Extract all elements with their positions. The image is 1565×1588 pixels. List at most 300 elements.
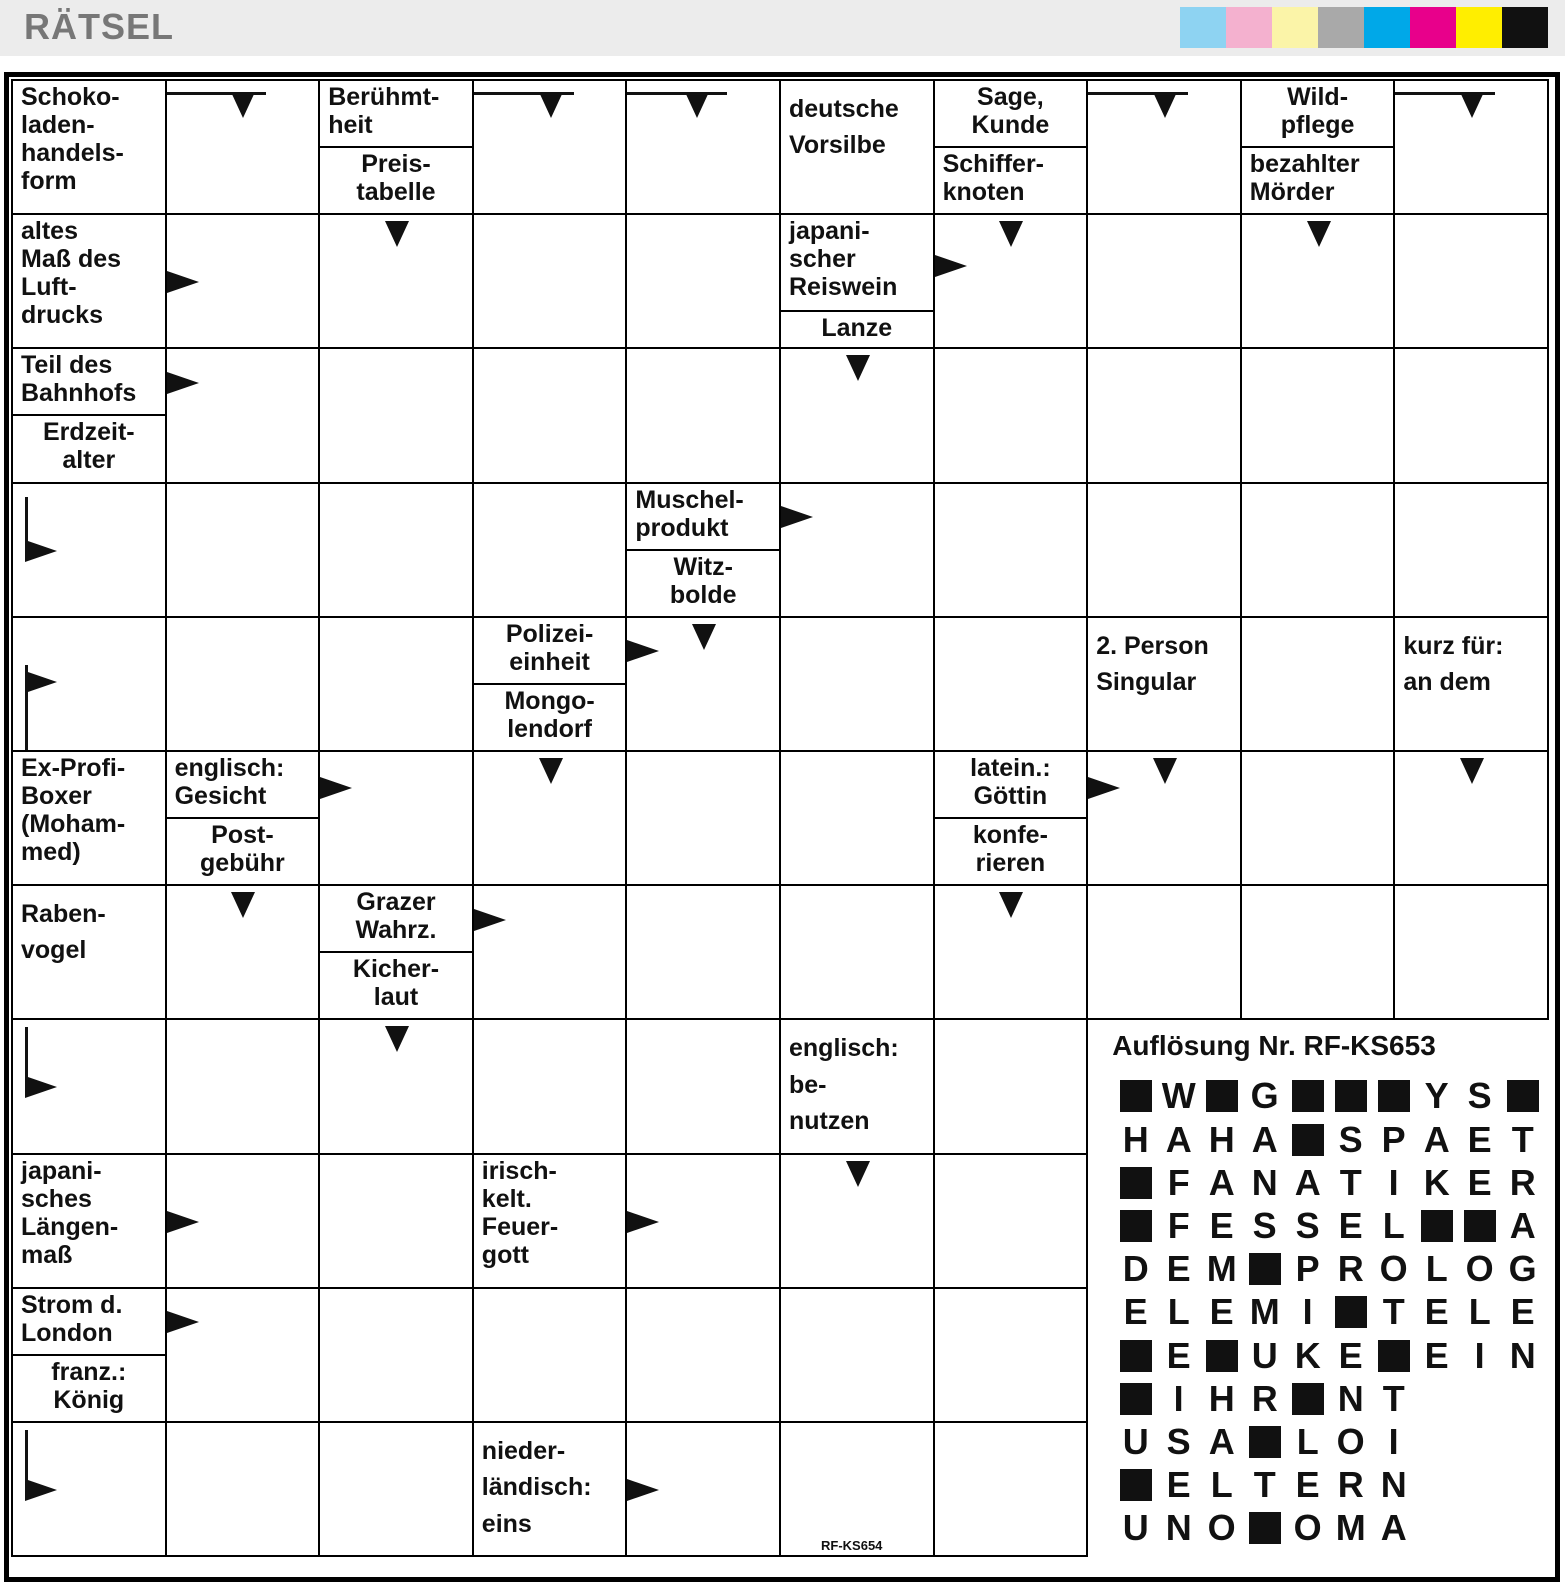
grid-cell[interactable] (779, 616, 935, 752)
clue-beruehmtheit: Berühmt- heit (318, 79, 474, 148)
color-swatch (1272, 7, 1318, 48)
grid-cell[interactable] (933, 1153, 1089, 1289)
grid-cell[interactable] (1086, 347, 1242, 483)
grid-cell[interactable] (1240, 750, 1396, 886)
grid-cell[interactable] (318, 1018, 474, 1154)
solution-letter: P (1295, 1248, 1320, 1290)
grid-cell[interactable] (472, 482, 628, 618)
solution-block-cell (1114, 1463, 1157, 1507)
arrow-right-icon (25, 1076, 57, 1098)
solution-letter: P (1381, 1118, 1406, 1160)
grid-cell[interactable] (625, 616, 781, 752)
solution-block-cell (1286, 1074, 1329, 1118)
grid-cell[interactable] (933, 616, 1089, 752)
grid-cell[interactable] (11, 884, 167, 1020)
solution-letter: R (1337, 1248, 1364, 1290)
grid-cell[interactable] (625, 1287, 781, 1423)
grid-cell[interactable] (1240, 213, 1396, 349)
arrow-stem (25, 1027, 28, 1087)
solution-letter: R (1251, 1377, 1278, 1419)
arrow-right-icon (25, 1479, 57, 1501)
grid-cell[interactable] (1240, 482, 1396, 618)
solution-row (1114, 1204, 1544, 1248)
solution-letter: K (1294, 1334, 1321, 1376)
grid-cell[interactable] (11, 750, 167, 886)
solution-row (1114, 1334, 1544, 1378)
grid-cell[interactable] (625, 750, 781, 886)
grid-cell[interactable] (933, 1287, 1089, 1423)
solution-block (1378, 1340, 1410, 1372)
grid-cell[interactable] (1086, 616, 1242, 752)
solution-block-cell (1372, 1334, 1415, 1378)
grid-cell[interactable] (625, 1421, 781, 1557)
grid-cell[interactable] (165, 1421, 321, 1557)
clue-postgebuehr: Post- gebühr (165, 817, 321, 886)
clue-altes-mass: altes Maß des Luft- drucks (11, 213, 167, 349)
grid-cell[interactable] (1086, 750, 1242, 886)
grid-cell[interactable] (318, 213, 474, 349)
grid-cell[interactable] (472, 884, 628, 1020)
arrow-down-icon (1460, 758, 1484, 784)
grid-cell[interactable] (165, 79, 321, 215)
solution-letter: E (1166, 1248, 1191, 1290)
solution-row (1114, 1290, 1544, 1334)
solution-block (1249, 1253, 1281, 1285)
grid-cell[interactable] (318, 1153, 474, 1289)
clue-franz-koenig: franz.: König (11, 1354, 167, 1423)
solution-block (1120, 1080, 1152, 1112)
solution-letter: O (1293, 1507, 1322, 1549)
clue-ex-profi-boxer: Ex-Profi- Boxer (Moham- med) (11, 750, 167, 886)
solution-block-cell (1114, 1161, 1157, 1205)
solution-letter: N (1337, 1377, 1364, 1419)
solution-letter: T (1339, 1161, 1362, 1203)
solution-letter: S (1295, 1204, 1320, 1246)
solution-letter: U (1122, 1507, 1149, 1549)
solution-block (1120, 1340, 1152, 1372)
arrow-stem (1088, 92, 1188, 95)
arrow-down-icon (846, 1161, 870, 1187)
solution-letter: S (1252, 1204, 1277, 1246)
solution-letter: I (1302, 1291, 1313, 1333)
grid-cell[interactable] (1240, 616, 1396, 752)
solution-block-cell (1286, 1118, 1329, 1162)
solution-block-cell (1415, 1204, 1458, 1248)
clue-latein-goettin: latein.: Göttin (933, 750, 1089, 819)
solution-block (1249, 1512, 1281, 1544)
solution-letter: I (1474, 1334, 1485, 1376)
solution-block (1206, 1340, 1238, 1372)
grid-cell[interactable] (165, 1153, 321, 1289)
solution-letter: T (1382, 1377, 1405, 1419)
solution-letter: F (1167, 1204, 1190, 1246)
clue-preistabelle: Preis- tabelle (318, 146, 474, 215)
puzzle-code: RF-KS654 (821, 1538, 883, 1554)
grid-cell[interactable] (1086, 482, 1242, 618)
clue-rabenvogel: Raben- vogel (11, 884, 167, 1020)
solution-letter: Y (1424, 1075, 1449, 1117)
grid-cell[interactable] (1393, 79, 1549, 215)
grid-cell[interactable] (779, 1018, 935, 1154)
grid-cell[interactable] (933, 79, 1089, 215)
grid-cell[interactable] (1086, 213, 1242, 349)
grid-cell[interactable] (11, 347, 167, 483)
arrow-right-icon (167, 271, 199, 293)
solution-letter: L (1167, 1291, 1190, 1333)
solution-letter: M (1249, 1291, 1280, 1333)
clue-grazer-wahrz: Grazer Wahrz. (318, 884, 474, 953)
grid-cell[interactable] (318, 482, 474, 618)
grid-cell[interactable] (933, 884, 1089, 1020)
grid-cell[interactable] (625, 1153, 781, 1289)
solution-letter: I (1388, 1420, 1399, 1462)
color-swatch (1410, 7, 1456, 48)
solution-letter: H (1122, 1118, 1149, 1160)
grid-cell[interactable] (165, 1287, 321, 1423)
solution-row (1114, 1463, 1415, 1507)
clue-strom-london: Strom d. London (11, 1287, 167, 1356)
grid-cell[interactable] (933, 1421, 1089, 1557)
grid-cell[interactable] (1240, 347, 1396, 483)
grid-cell[interactable] (11, 1018, 167, 1154)
grid-cell[interactable] (11, 482, 167, 618)
solution-letter: L (1425, 1248, 1448, 1290)
solution-block (1464, 1210, 1496, 1242)
solution-letter: E (1123, 1291, 1148, 1333)
clue-sage-kunde: Sage, Kunde (933, 79, 1089, 148)
grid-cell[interactable] (1393, 213, 1549, 349)
arrow-right-icon (25, 671, 57, 693)
grid-cell[interactable] (165, 482, 321, 618)
grid-cell[interactable] (779, 347, 935, 483)
solution-block (1120, 1469, 1152, 1501)
grid-cell[interactable] (165, 1018, 321, 1154)
solution-letter: L (1468, 1291, 1491, 1333)
clue-konferieren: konfe- rieren (933, 817, 1089, 886)
clue-zweite-person: 2. Person Singular (1086, 616, 1242, 752)
solution-letter: E (1510, 1291, 1535, 1333)
grid-cell[interactable] (165, 884, 321, 1020)
arrow-right-icon (1088, 777, 1120, 799)
grid-cell[interactable] (933, 750, 1089, 886)
grid-cell[interactable] (779, 750, 935, 886)
solution-letter: N (1165, 1507, 1192, 1549)
solution-block (1120, 1167, 1152, 1199)
clue-deutsche-vorsilbe: deutsche Vorsilbe (779, 79, 935, 215)
color-swatch (1318, 7, 1364, 48)
grid-cell[interactable] (1086, 79, 1242, 215)
clue-englisch-benutzen: englisch: be- nutzen (779, 1018, 935, 1154)
solution-letter: L (1296, 1420, 1319, 1462)
arrow-down-icon (539, 92, 563, 118)
clue-witzbolde: Witz- bolde (625, 549, 781, 618)
solution-letter: T (1382, 1291, 1405, 1333)
solution-row (1114, 1161, 1544, 1205)
clue-kurz-an-dem: kurz für: an dem (1393, 616, 1549, 752)
solution-block-cell (1458, 1204, 1501, 1248)
grid-cell[interactable] (625, 213, 781, 349)
arrow-down-icon (1153, 758, 1177, 784)
grid-cell[interactable] (779, 213, 935, 349)
grid-cell[interactable] (933, 213, 1089, 349)
solution-row (1114, 1506, 1415, 1550)
grid-cell[interactable] (1393, 347, 1549, 483)
solution-letter: T (1511, 1118, 1534, 1160)
crossword-grid (4, 72, 1560, 1582)
clue-irisch-feuergott: irisch- kelt. Feuer- gott (472, 1153, 628, 1289)
solution-block (1378, 1080, 1410, 1112)
color-swatch (1180, 7, 1226, 48)
clue-bezahlter-moerder: bezahlter Mörder (1240, 146, 1396, 215)
clue-schokoladenhandelsform: Schoko- laden- handels- form (11, 79, 167, 215)
solution-letter: G (1250, 1075, 1279, 1117)
arrow-right-icon (167, 1311, 199, 1333)
grid-cell[interactable] (165, 213, 321, 349)
arrow-stem (25, 1430, 28, 1490)
arrow-right-icon (627, 1211, 659, 1233)
solution-letter: H (1208, 1118, 1235, 1160)
solution-letter: A (1251, 1118, 1278, 1160)
grid-cell[interactable] (1393, 482, 1549, 618)
solution-letter: F (1167, 1161, 1190, 1203)
arrow-stem (167, 92, 267, 95)
solution-letter: A (1423, 1118, 1450, 1160)
solution-block (1292, 1124, 1324, 1156)
clue-schifferknoten: Schiffer- knoten (933, 146, 1089, 215)
grid-cell[interactable] (472, 1153, 628, 1289)
solution-letter: A (1509, 1204, 1536, 1246)
grid-cell[interactable] (1393, 616, 1549, 752)
solution-row (1114, 1118, 1544, 1162)
grid-cell[interactable] (779, 1421, 935, 1557)
grid-cell[interactable] (472, 1421, 628, 1557)
solution-block-cell (1114, 1334, 1157, 1378)
grid-cell[interactable] (11, 213, 167, 349)
arrow-down-icon (385, 1026, 409, 1052)
solution-row (1114, 1247, 1544, 1291)
grid-cell[interactable] (1393, 884, 1549, 1020)
solution-block (1120, 1210, 1152, 1242)
color-swatch (1456, 7, 1502, 48)
arrow-down-icon (1153, 92, 1177, 118)
solution-letter: A (1208, 1161, 1235, 1203)
solution-letter: A (1165, 1118, 1192, 1160)
solution-row (1114, 1420, 1415, 1464)
color-swatch (1502, 7, 1548, 48)
grid-cell[interactable] (625, 1018, 781, 1154)
grid-cell[interactable] (779, 79, 935, 215)
solution-letter: E (1166, 1334, 1191, 1376)
arrow-right-icon (781, 506, 813, 528)
solution-block-cell (1114, 1377, 1157, 1421)
solution-title: Auflösung Nr. RF-KS653 (1112, 1030, 1436, 1062)
grid-cell[interactable] (625, 347, 781, 483)
grid-cell[interactable] (165, 347, 321, 483)
solution-letter: D (1122, 1248, 1149, 1290)
grid-cell[interactable] (11, 616, 167, 752)
solution-letter: N (1509, 1334, 1536, 1376)
solution-letter: A (1208, 1420, 1235, 1462)
solution-block-cell (1501, 1074, 1544, 1118)
arrow-right-icon (474, 909, 506, 931)
arrow-right-icon (167, 1211, 199, 1233)
solution-block-cell (1372, 1074, 1415, 1118)
grid-cell[interactable] (318, 347, 474, 483)
solution-letter: S (1338, 1118, 1363, 1160)
grid-cell[interactable] (625, 79, 781, 215)
grid-cell[interactable] (318, 884, 474, 1020)
solution-block-cell (1200, 1074, 1243, 1118)
grid-cell[interactable] (472, 1287, 628, 1423)
color-swatch (1364, 7, 1410, 48)
arrow-down-icon (846, 355, 870, 381)
solution-block (1507, 1080, 1539, 1112)
grid-cell[interactable] (779, 482, 935, 618)
solution-letter: S (1166, 1420, 1191, 1462)
grid-cell[interactable] (318, 1421, 474, 1557)
grid-cell[interactable] (472, 616, 628, 752)
arrow-down-icon (385, 221, 409, 247)
solution-letter: N (1251, 1161, 1278, 1203)
solution-letter: K (1423, 1161, 1450, 1203)
solution-letter: E (1467, 1118, 1492, 1160)
solution-letter: O (1379, 1248, 1408, 1290)
grid-cell[interactable] (472, 347, 628, 483)
solution-letter: L (1382, 1204, 1405, 1246)
clue-polizeieinheit: Polizei- einheit (472, 616, 628, 685)
grid-cell[interactable] (472, 750, 628, 886)
clue-wildpflege: Wild- pflege (1240, 79, 1396, 148)
arrow-stem (1395, 92, 1495, 95)
solution-letter: G (1508, 1248, 1537, 1290)
solution-row (1114, 1074, 1544, 1118)
arrow-right-icon (25, 540, 57, 562)
solution-letter: E (1424, 1291, 1449, 1333)
grid-cell[interactable] (625, 884, 781, 1020)
solution-block-cell (1200, 1334, 1243, 1378)
clue-niederlaendisch-eins: nieder- ländisch: eins (472, 1421, 628, 1557)
grid-cell[interactable] (1393, 750, 1549, 886)
solution-block-cell (1243, 1506, 1286, 1550)
solution-letter: U (1251, 1334, 1278, 1376)
grid-cell[interactable] (779, 1287, 935, 1423)
arrow-right-icon (167, 372, 199, 394)
arrow-stem (25, 665, 28, 752)
solution-letter: A (1380, 1507, 1407, 1549)
solution-block (1292, 1080, 1324, 1112)
solution-letter: M (1206, 1248, 1237, 1290)
solution-letter: E (1338, 1204, 1363, 1246)
solution-letter: U (1122, 1420, 1149, 1462)
arrow-right-icon (627, 640, 659, 662)
solution-letter: E (1424, 1334, 1449, 1376)
color-calibration-bar (1180, 7, 1548, 48)
arrow-right-icon (320, 777, 352, 799)
grid-cell[interactable] (11, 1153, 167, 1289)
solution-letter: W (1161, 1075, 1196, 1117)
grid-cell[interactable] (318, 1287, 474, 1423)
arrow-down-icon (692, 624, 716, 650)
solution-letter: E (1467, 1161, 1492, 1203)
solution-letter: O (1207, 1507, 1236, 1549)
solution-block (1421, 1210, 1453, 1242)
arrow-stem (25, 497, 28, 551)
grid-cell[interactable] (1240, 884, 1396, 1020)
grid-cell[interactable] (779, 1153, 935, 1289)
solution-block-cell (1329, 1074, 1372, 1118)
solution-letter: E (1209, 1204, 1234, 1246)
grid-cell[interactable] (1086, 884, 1242, 1020)
solution-letter: E (1295, 1464, 1320, 1506)
arrow-down-icon (1307, 221, 1331, 247)
clue-teil-bahnhofs: Teil des Bahnhofs (11, 347, 167, 416)
grid-cell[interactable] (318, 750, 474, 886)
solution-block (1206, 1080, 1238, 1112)
color-swatch (1226, 7, 1272, 48)
solution-letter: R (1337, 1464, 1364, 1506)
solution-block-cell (1329, 1290, 1372, 1334)
grid-cell[interactable] (625, 482, 781, 618)
grid-cell[interactable] (165, 616, 321, 752)
solution-block-cell (1286, 1377, 1329, 1421)
clue-japanisches-laengenmass: japani- sches Längen- maß (11, 1153, 167, 1289)
header-bar (0, 0, 1565, 56)
grid-cell[interactable] (933, 482, 1089, 618)
solution-letter: S (1467, 1075, 1492, 1117)
arrow-stem (474, 92, 574, 95)
grid-cell[interactable] (472, 213, 628, 349)
page-title: RÄTSEL (24, 6, 174, 47)
grid-cell[interactable] (11, 79, 167, 215)
solution-block-cell (1114, 1204, 1157, 1248)
solution-row (1114, 1377, 1415, 1421)
solution-block-cell (1243, 1247, 1286, 1291)
arrow-down-icon (1460, 92, 1484, 118)
arrow-down-icon (685, 92, 709, 118)
arrow-down-icon (539, 758, 563, 784)
grid-cell[interactable] (11, 1287, 167, 1423)
grid-cell[interactable] (933, 1018, 1089, 1154)
arrow-down-icon (231, 892, 255, 918)
solution-block (1120, 1383, 1152, 1415)
grid-cell[interactable] (472, 1018, 628, 1154)
clue-erdzeitalter: Erdzeit- alter (11, 414, 167, 483)
grid-cell[interactable] (318, 79, 474, 215)
solution-letter: T (1253, 1464, 1276, 1506)
grid-cell[interactable] (933, 347, 1089, 483)
grid-cell[interactable] (779, 884, 935, 1020)
clue-muschelprodukt: Muschel- produkt (625, 482, 781, 551)
solution-letter: O (1336, 1420, 1365, 1462)
solution-letter: E (1338, 1334, 1363, 1376)
arrow-stem (627, 92, 727, 95)
clue-lanze: Lanze (779, 310, 935, 350)
grid-cell[interactable] (165, 750, 321, 886)
solution-letter: I (1388, 1161, 1399, 1203)
solution-letter: A (1294, 1161, 1321, 1203)
solution-block (1335, 1080, 1367, 1112)
grid-cell[interactable] (472, 79, 628, 215)
grid-cell[interactable] (318, 616, 474, 752)
arrow-down-icon (999, 892, 1023, 918)
arrow-right-icon (627, 1479, 659, 1501)
arrow-right-icon (935, 255, 967, 277)
solution-panel (1088, 1020, 1543, 1551)
solution-block-cell (1243, 1420, 1286, 1464)
solution-block (1292, 1383, 1324, 1415)
grid-cell[interactable] (11, 1421, 167, 1557)
grid-cell[interactable] (1240, 79, 1396, 215)
